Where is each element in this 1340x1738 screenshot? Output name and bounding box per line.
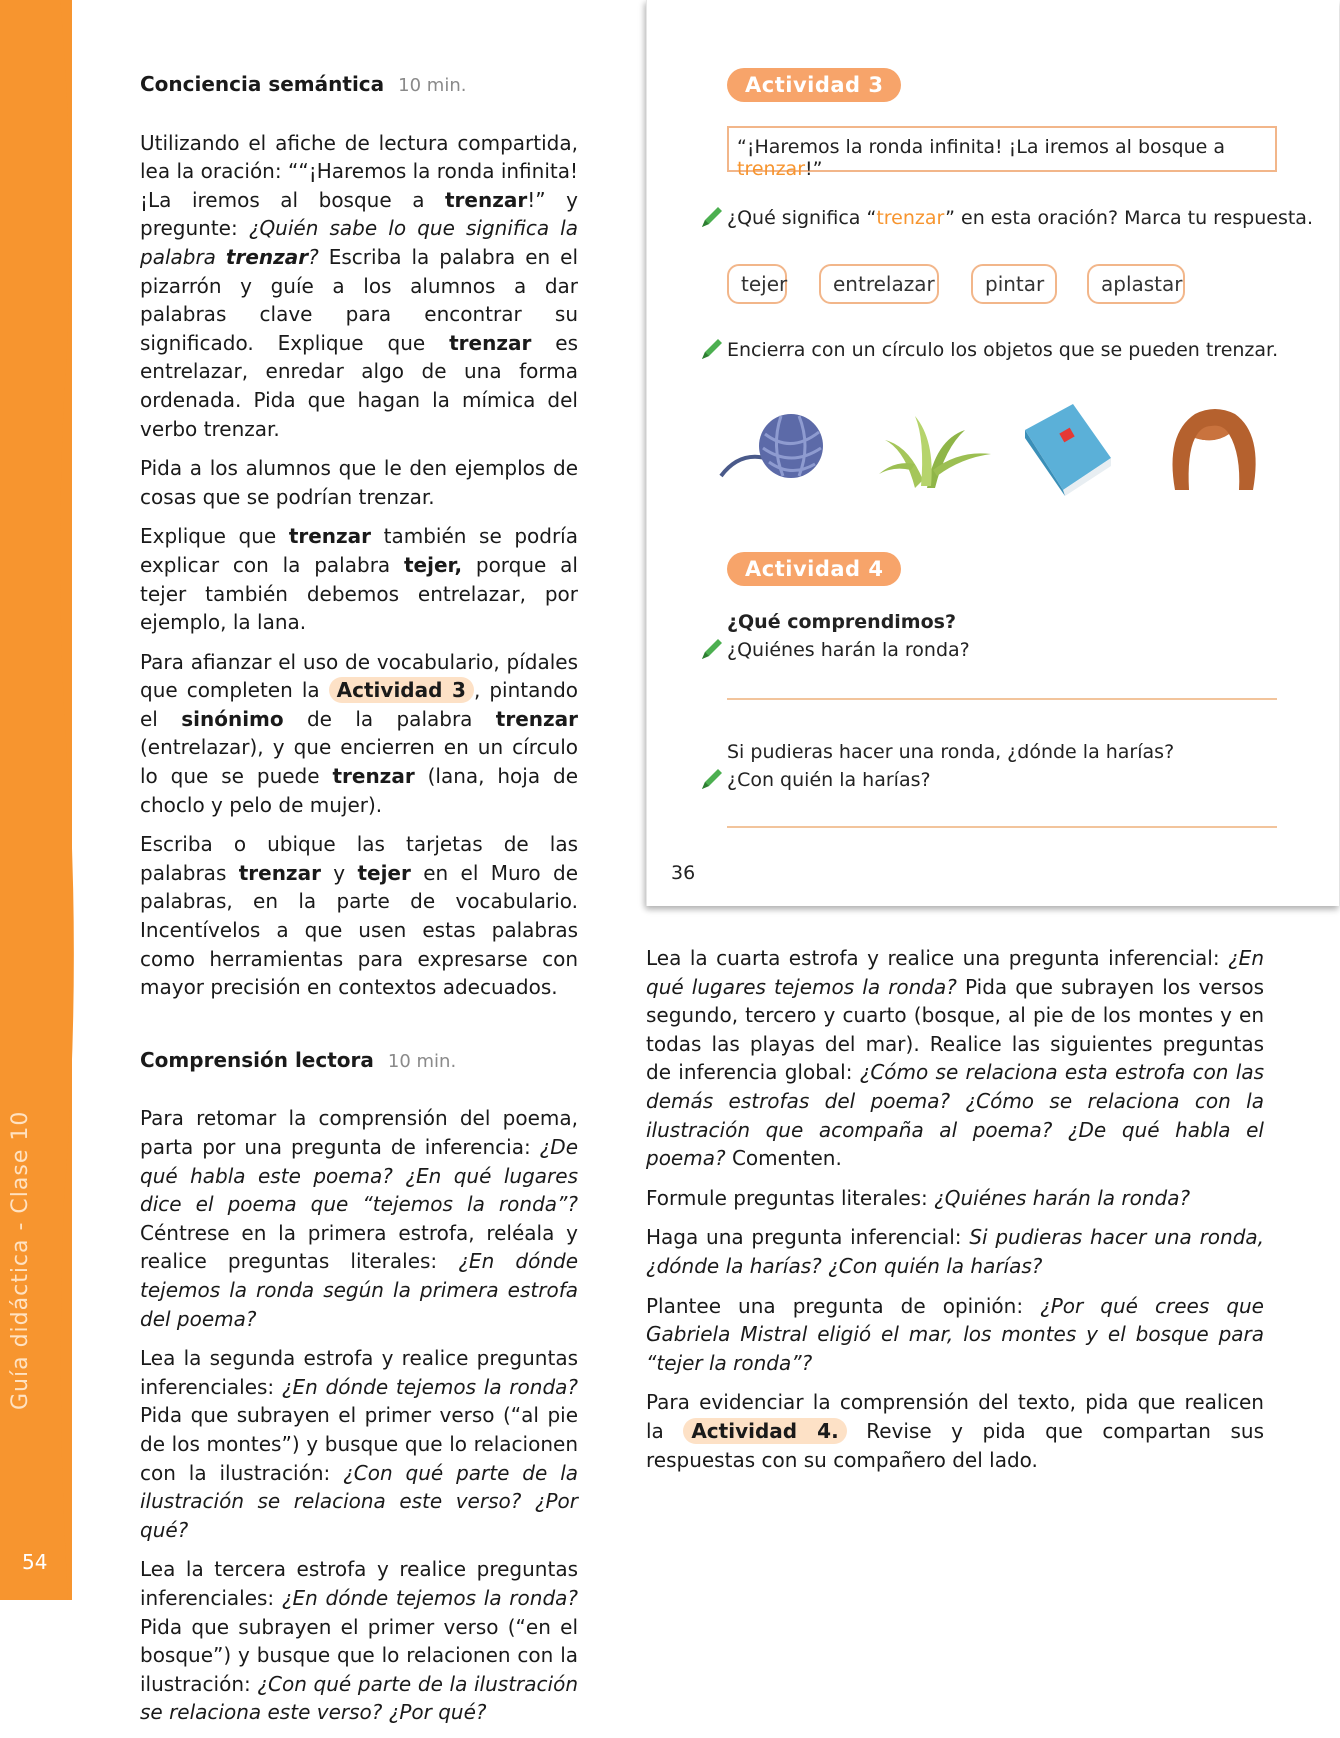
question-meaning: ¿Qué significa “trenzar” en esta oración? Marca tu respuesta. [727, 207, 1313, 229]
pencil-icon [699, 766, 725, 792]
semantic-minutes: 10 min. [398, 75, 467, 96]
question-where: Si pudieras hacer una ronda, ¿dónde la harías? [727, 741, 1175, 763]
corn-husk-icon[interactable] [875, 410, 993, 490]
question-circle-objects: Encierra con un círculo los objetos que se pueden trenzar. [727, 339, 1279, 361]
right-paragraph-5: Para evidenciar la comprensión del texto, pida que realicen la Actividad 4. Revise y pida que compartan sus respuestas con su compañero del lado. [646, 1390, 1264, 1472]
side-label: Guía didáctica - Clase 10 [8, 1110, 33, 1410]
activity-3-highlight: Actividad 3 [329, 677, 474, 703]
pencil-icon [699, 636, 725, 662]
book-icon[interactable] [1017, 400, 1117, 496]
hair-icon[interactable] [1165, 404, 1261, 492]
semantic-paragraph-2: Pida a los alumnos que le den ejemplos de cosas que se podrían trenzar. [140, 456, 578, 509]
reading-title: Comprensión lectora [140, 1047, 374, 1072]
reading-paragraph-2: Lea la segunda estrofa y realice preguntas inferenciales: ¿En dónde tejemos la ronda? Pida que subrayen el primer verso (“al pie de los montes”) y busque que lo relacionen con la ilustración: ¿Con qué parte de la ilustración se relaciona este verso? ¿Por qué? [140, 1346, 579, 1542]
option-pintar[interactable]: pintar [971, 264, 1057, 304]
book-page-number: 36 [671, 862, 696, 884]
semantic-paragraph-5: Escriba o ubique las tarjetas de las palabras trenzar y tejer en el Muro de palabras, en la parte de vocabulario. Incentívelos a que usen estas palabras como herramientas para expresarse con mayor precisión en contextos adecuados. [140, 832, 578, 1000]
option-entrelazar[interactable]: entrelazar [819, 264, 939, 304]
left-column [140, 70, 578, 1738]
question-title: ¿Qué comprendimos? [727, 611, 956, 633]
yarn-ball-icon[interactable] [719, 404, 831, 484]
answer-line-1[interactable] [727, 698, 1277, 700]
page-number: 54 [22, 1550, 48, 1574]
reading-paragraph-3: Lea la tercera estrofa y realice preguntas inferenciales: ¿En dónde tejemos la ronda? Pida que subrayen el primer verso (“en el bosque”) y busque que lo relacionen con la ilustración: ¿Con qué parte de la ilustración se relaciona este verso? ¿Por qué? [140, 1557, 579, 1725]
right-paragraph-3: Haga una pregunta inferencial: Si pudieras hacer una ronda, ¿dónde la harías? ¿Con quién la harías? [646, 1225, 1265, 1278]
answer-line-2[interactable] [727, 826, 1277, 828]
activity-4-highlight: Actividad 4. [683, 1418, 846, 1444]
semantic-title: Conciencia semántica [140, 72, 385, 96]
question-with-whom: ¿Con quién la harías? [727, 769, 931, 791]
semantic-paragraph-4: Para afianzar el uso de vocabulario, pídales que completen la Actividad 3 , pintando el sinónimo de la palabra trenzar (entrelazar), y que encierren en un círculo lo que se puede trenzar (lana, hoja de choclo y pelo de mujer). [140, 649, 579, 817]
reading-minutes: 10 min. [387, 1050, 457, 1072]
activity-3-label: Actividad 3 [727, 68, 901, 102]
quote-box: “¡Haremos la ronda infinita! ¡La iremos al bosque a trenzar!” [727, 126, 1277, 172]
option-aplastar[interactable]: aplastar [1087, 264, 1185, 304]
right-paragraph-2: Formule preguntas literales: ¿Quiénes harán la ronda? [646, 1185, 1191, 1210]
wavy-edge [60, 0, 80, 1600]
pencil-icon [699, 336, 725, 362]
right-paragraph-1: Lea la cuarta estrofa y realice una pregunta inferencial: ¿En qué lugares tejemos la ronda? Pida que subrayen los versos segundo, tercero y cuarto (bosque, al pie de los montes y en todas las playas del mar). Realice las siguientes preguntas de inferencia global: ¿Cómo se relaciona esta estrofa con las demás estrofas del poema? ¿Cómo se relaciona con la ilustración que acompaña al poema? ¿De qué habla el poema? Comenten. [646, 946, 1264, 1171]
reading-section-title [140, 1046, 578, 1077]
reading-paragraph-1: Para retomar la comprensión del poema, parta por una pregunta de inferencia: ¿De qué habla este poema? ¿En qué lugares dice el poema que “tejemos la ronda”? Céntrese en la primera estrofa, reléala y realice preguntas literales: ¿En dónde tejemos la ronda según la primera estrofa del poema? [140, 1106, 578, 1331]
semantic-paragraph-1: Utilizando el afiche de lectura compartida, lea la oración: ““¡Haremos la ronda infinita! ¡La iremos al bosque a trenzar!” y pregunte: ¿Quién sabe lo que significa la palabra trenzar? Escriba la palabra en el pizarrón y guíe a los alumnos a dar palabras clave para encontrar su significado. Explique que trenzar es entrelazar, enredar algo de una forma ordenada. Pida que hagan la mímica del verbo trenzar. [140, 130, 579, 441]
student-book-page [646, 0, 1339, 906]
semantic-paragraph-3: Explique que trenzar también se podría explicar con la palabra tejer, porque al tejer también debemos entrelazar, por ejemplo, la lana. [140, 524, 578, 635]
activity-4-label: Actividad 4 [727, 552, 901, 586]
option-tejer[interactable]: tejer [727, 264, 787, 304]
question-who: ¿Quiénes harán la ronda? [727, 639, 970, 661]
semantic-section-title [140, 70, 578, 101]
pencil-icon [699, 204, 725, 230]
right-paragraph-4: Plantee una pregunta de opinión: ¿Por qué crees que Gabriela Mistral eligió el mar, los montes y el bosque para “tejer la ronda”? [646, 1293, 1264, 1375]
right-column [646, 944, 1264, 1485]
